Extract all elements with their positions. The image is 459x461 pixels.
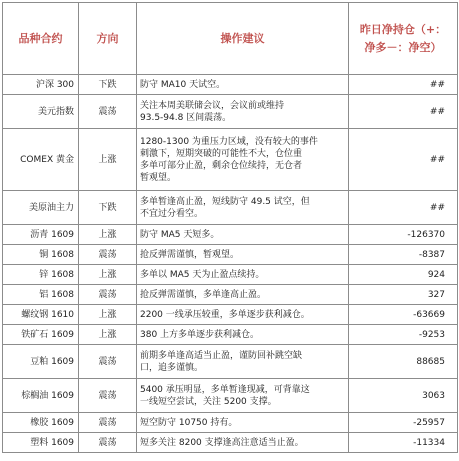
cell-advice bbox=[137, 225, 349, 245]
cell-contract-name: 铁矿石 1609 bbox=[3, 325, 79, 345]
advice-line: 5400 承压明显，多单暂逢现减，可背靠这 bbox=[140, 384, 310, 395]
advice-line: 多单暂逢高止盈，短线防守 49.5 试空，但 bbox=[140, 196, 310, 207]
table-row bbox=[3, 225, 458, 245]
cell-advice bbox=[137, 413, 349, 433]
cell-net-holding: 88685 bbox=[349, 345, 458, 379]
cell-contract-name: 铝 1608 bbox=[3, 285, 79, 305]
cell-direction: 震荡 bbox=[79, 95, 137, 129]
cell-direction: 震荡 bbox=[79, 413, 137, 433]
cell-net-holding: ## bbox=[349, 191, 458, 225]
cell-advice bbox=[137, 285, 349, 305]
cell-contract-name: 美元指数 bbox=[3, 95, 79, 129]
cell-direction: 震荡 bbox=[79, 379, 137, 413]
cell-net-holding: -63669 bbox=[349, 305, 458, 325]
header-row bbox=[3, 3, 458, 75]
cell-advice bbox=[137, 345, 349, 379]
table-row bbox=[3, 433, 458, 453]
header-holding-line1: 昨日净持仓（+： bbox=[359, 22, 447, 36]
cell-net-holding: ## bbox=[349, 75, 458, 95]
cell-contract-name: 铜 1608 bbox=[3, 245, 79, 265]
table-row bbox=[3, 305, 458, 325]
table-row bbox=[3, 325, 458, 345]
cell-advice bbox=[137, 75, 349, 95]
cell-direction: 震荡 bbox=[79, 433, 137, 453]
table-row bbox=[3, 95, 458, 129]
advice-line: 刺激下，短期突破的可能性不大，仓位重 bbox=[140, 148, 303, 159]
cell-contract-name: 沥青 1609 bbox=[3, 225, 79, 245]
table-row bbox=[3, 75, 458, 95]
advice-line: 多单以 MA5 天为止盈点续持。 bbox=[140, 269, 265, 280]
cell-net-holding: ## bbox=[349, 129, 458, 191]
cell-net-holding: -126370 bbox=[349, 225, 458, 245]
header-name: 品种合约 bbox=[3, 3, 79, 75]
cell-contract-name: 美原油主力 bbox=[3, 191, 79, 225]
cell-net-holding: -9253 bbox=[349, 325, 458, 345]
table-row bbox=[3, 379, 458, 413]
cell-advice bbox=[137, 305, 349, 325]
cell-contract-name: COMEX 黄金 bbox=[3, 129, 79, 191]
table-row bbox=[3, 265, 458, 285]
advice-line: 抢反弹需谨慎，多单逢高止盈。 bbox=[140, 289, 267, 300]
advice-line: 不宜过分看空。 bbox=[140, 208, 204, 219]
advice-line: 暂观望。 bbox=[140, 172, 177, 183]
table-body bbox=[3, 75, 458, 453]
cell-contract-name: 橡胶 1609 bbox=[3, 413, 79, 433]
advice-line: 93.5-94.8 区间震荡。 bbox=[140, 112, 232, 123]
header-advice: 操作建议 bbox=[137, 3, 349, 75]
cell-direction: 下跌 bbox=[79, 75, 137, 95]
header-holding bbox=[349, 3, 458, 75]
advice-line: 一线短空尝试，关注 5200 支撑。 bbox=[140, 396, 277, 407]
cell-direction: 上涨 bbox=[79, 225, 137, 245]
table-row bbox=[3, 345, 458, 379]
cell-advice bbox=[137, 325, 349, 345]
table-row bbox=[3, 413, 458, 433]
advice-line: 防守 MA10 天试空。 bbox=[140, 79, 226, 90]
cell-net-holding: -25957 bbox=[349, 413, 458, 433]
cell-advice bbox=[137, 265, 349, 285]
table-row bbox=[3, 245, 458, 265]
cell-net-holding: 924 bbox=[349, 265, 458, 285]
cell-direction: 上涨 bbox=[79, 305, 137, 325]
cell-advice bbox=[137, 191, 349, 225]
cell-contract-name: 锌 1608 bbox=[3, 265, 79, 285]
advice-line: 抢反弹需谨慎，暂观望。 bbox=[140, 249, 240, 260]
cell-advice bbox=[137, 433, 349, 453]
header-direction: 方向 bbox=[79, 3, 137, 75]
advice-line: 防守 MA5 天短多。 bbox=[140, 229, 220, 240]
cell-direction: 上涨 bbox=[79, 325, 137, 345]
cell-direction: 上涨 bbox=[79, 265, 137, 285]
table-row bbox=[3, 191, 458, 225]
cell-contract-name: 螺纹钢 1610 bbox=[3, 305, 79, 325]
cell-contract-name: 豆粕 1609 bbox=[3, 345, 79, 379]
advice-line: 前期多单逢高适当止盈，谨防回补跳空缺 bbox=[140, 350, 303, 361]
cell-direction: 震荡 bbox=[79, 245, 137, 265]
cell-contract-name: 塑料 1609 bbox=[3, 433, 79, 453]
header-holding-line2: 净多－：净空） bbox=[364, 40, 442, 54]
cell-contract-name: 沪深 300 bbox=[3, 75, 79, 95]
cell-net-holding: -8387 bbox=[349, 245, 458, 265]
table-row bbox=[3, 129, 458, 191]
cell-advice bbox=[137, 379, 349, 413]
cell-net-holding: 327 bbox=[349, 285, 458, 305]
advice-line: 短空防守 10750 持有。 bbox=[140, 417, 238, 428]
cell-direction: 震荡 bbox=[79, 285, 137, 305]
cell-direction: 上涨 bbox=[79, 129, 137, 191]
advice-line: 短多关注 8200 支撑逢高注意适当止盈。 bbox=[140, 437, 304, 448]
cell-advice bbox=[137, 95, 349, 129]
cell-net-holding: -11334 bbox=[349, 433, 458, 453]
advice-line: 多单可部分止盈，剩余仓位续持，无仓者 bbox=[140, 160, 303, 171]
cell-direction: 震荡 bbox=[79, 345, 137, 379]
strategy-table bbox=[2, 2, 458, 453]
cell-contract-name: 棕榈油 1609 bbox=[3, 379, 79, 413]
advice-line: 1280-1300 为重压力区域，没有较大的事件 bbox=[140, 136, 318, 147]
advice-line: 2200 一线承压较重，多单逐步获利减仓。 bbox=[140, 309, 310, 320]
advice-line: 口，追多谨慎。 bbox=[140, 362, 204, 373]
table-row bbox=[3, 285, 458, 305]
cell-net-holding: ## bbox=[349, 95, 458, 129]
cell-advice bbox=[137, 245, 349, 265]
cell-direction: 下跌 bbox=[79, 191, 137, 225]
advice-line: 关注本周美联储会议，会议前或维持 bbox=[140, 100, 285, 111]
cell-advice bbox=[137, 129, 349, 191]
cell-net-holding: 3063 bbox=[349, 379, 458, 413]
advice-line: 380 上方多单逐步获利减仓。 bbox=[140, 329, 260, 340]
